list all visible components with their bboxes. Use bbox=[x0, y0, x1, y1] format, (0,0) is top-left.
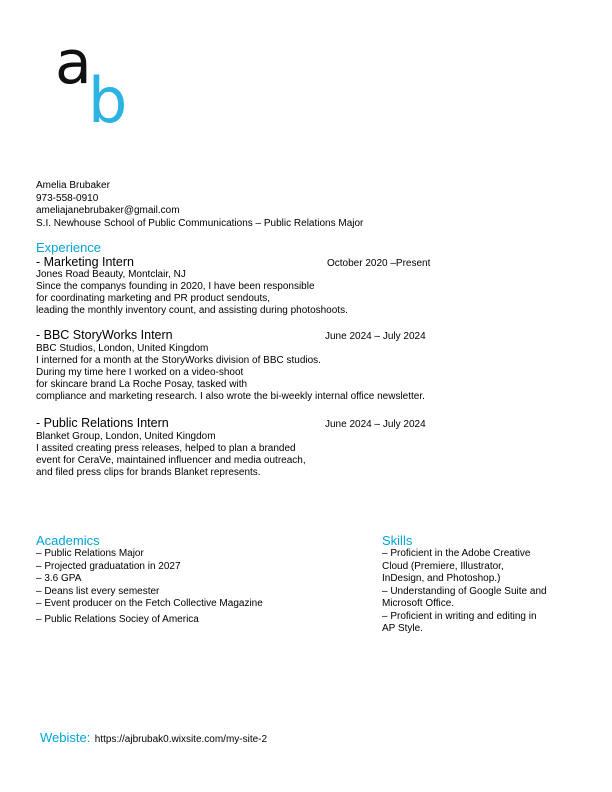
list-item: Microsoft Office. bbox=[382, 598, 455, 609]
job-org: Jones Road Beauty, Montclair, NJ bbox=[36, 269, 186, 280]
skills-list bbox=[382, 548, 547, 636]
job-title: - BBC StoryWorks Intern bbox=[36, 328, 173, 342]
job-description-line: event for CeraVe, maintained influencer and media outreach, bbox=[36, 455, 306, 466]
academics-heading: Academics bbox=[36, 533, 100, 548]
job-description-line: leading the monthly inventory count, and assisting during photoshoots. bbox=[36, 305, 348, 316]
website-label: Webiste: bbox=[40, 730, 91, 745]
job-description-line: During my time here I worked on a video-shoot bbox=[36, 367, 244, 378]
job-description-line: I interned for a month at the StoryWorks division of BBC studios. bbox=[36, 355, 321, 366]
skills-heading: Skills bbox=[382, 533, 413, 548]
job-description-line: Since the companys founding in 2020, I have been responsible bbox=[36, 281, 315, 292]
contact-email: ameliajanebrubaker@gmail.com bbox=[36, 205, 180, 216]
list-item: – Proficient in writing and editing in bbox=[382, 610, 537, 622]
job-description-line: I assited creating press releases, helped to plan a branded bbox=[36, 443, 296, 454]
list-item: – 3.6 GPA bbox=[36, 573, 82, 584]
website-link[interactable]: https://ajbrubak0.wixsite.com/my-site-2 bbox=[94, 734, 268, 745]
contact-phone: 973-558-0910 bbox=[36, 192, 99, 204]
experience-heading: Experience bbox=[36, 240, 102, 255]
job-org: BBC Studios, London, United Kingdom bbox=[36, 343, 209, 354]
list-item: – Public Relations Major bbox=[36, 548, 144, 559]
list-item: – Projected graduatation in 2027 bbox=[36, 560, 181, 572]
job-dates: June 2024 – July 2024 bbox=[325, 419, 426, 430]
monogram-a-letter: a bbox=[55, 28, 92, 98]
monogram-b-letter: b bbox=[88, 64, 128, 137]
website-row bbox=[40, 729, 267, 747]
job-org: Blanket Group, London, United Kingdom bbox=[36, 431, 216, 442]
list-item: – Deans list every semester bbox=[36, 585, 160, 597]
job-dates: October 2020 –Present bbox=[327, 258, 431, 269]
job-title: - Marketing Intern bbox=[36, 255, 134, 269]
list-item: – Public Relations Sociey of America bbox=[36, 613, 199, 625]
job-dates: June 2024 – July 2024 bbox=[325, 331, 426, 342]
job-description-line: and filed press clips for brands Blanket represents. bbox=[36, 467, 261, 478]
job-description-line: for coordinating marketing and PR product sendouts, bbox=[36, 293, 271, 304]
contact-name: Amelia Brubaker bbox=[36, 180, 110, 191]
contact-block bbox=[36, 180, 363, 230]
list-item: – Proficient in the Adobe Creative bbox=[382, 548, 531, 559]
list-item: – Understanding of Google Suite and bbox=[382, 585, 547, 597]
job-description-line: for skincare brand La Roche Posay, tasked with bbox=[36, 379, 248, 390]
list-item: AP Style. bbox=[382, 623, 423, 634]
list-item: – Event producer on the Fetch Collective Magazine bbox=[36, 598, 263, 609]
contact-school: S.I. Newhouse School of Public Communications – Public Relations Major bbox=[36, 217, 364, 229]
academics-list bbox=[36, 548, 263, 626]
list-item: InDesign, and Photoshop.) bbox=[382, 573, 501, 584]
list-item: Cloud (Premiere, Illustrator, bbox=[382, 560, 504, 572]
job-title: - Public Relations Intern bbox=[36, 416, 169, 430]
job-description-line: compliance and marketing research. I also wrote the bi-weekly internal office newsletter. bbox=[36, 391, 425, 402]
